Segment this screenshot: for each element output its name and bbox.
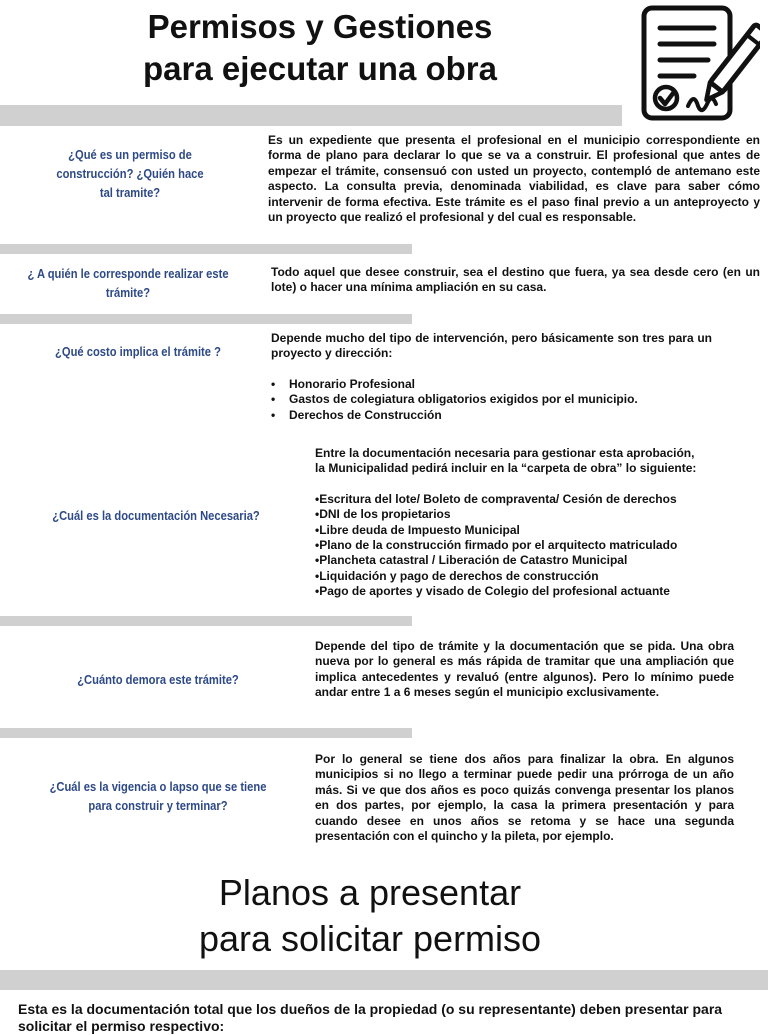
section-title-line1: Planos a presentar — [218, 872, 522, 913]
list-item: •Liquidación y pago de derechos de construcción — [315, 568, 599, 583]
answer-duration: Depende del tipo de trámite y la documentación que se pida. Una obra nueva por lo general es más rápida de tramitar que una ampliación que implica antecedentes y revaluó (entre algunos). Pero lo mínimo puede andar entre 1 a 6 meses según el municipio exclusivamente. — [315, 639, 734, 700]
list-item: •DNI de los propietarios — [315, 507, 451, 522]
section-title-line2: para solicitar permiso — [198, 918, 542, 959]
page-title-line1: Permisos y Gestiones — [147, 8, 493, 45]
answer-cost — [271, 331, 712, 423]
page-title — [100, 6, 540, 90]
divider-band — [0, 314, 412, 324]
question-documentation: ¿Cuál es la documentación Necesaria? — [52, 508, 260, 523]
list-item: • Honorario Profesional — [271, 377, 712, 392]
document-signature-icon — [636, 2, 760, 122]
list-item: •Pago de aportes y visado de Colegio del profesional actuante — [315, 584, 670, 599]
divider-band — [0, 105, 622, 126]
question-permit-definition: ¿Qué es un permiso de construcción? ¿Quién hace tal tramite? — [56, 147, 204, 200]
divider-band — [0, 728, 412, 738]
list-item: •Escritura del lote/ Boleto de compraventa/ Cesión de derechos — [315, 491, 677, 506]
section-title — [80, 870, 660, 962]
list-item: • Gastos de colegiatura obligatorios exigidos por el municipio. — [271, 392, 712, 407]
list-item: •Libre deuda de Impuesto Municipal — [315, 522, 520, 537]
question-validity: ¿Cuál es la vigencia o lapso que se tiene para construir y terminar? — [49, 779, 267, 813]
question-cost: ¿Qué costo implica el trámite ? — [55, 344, 221, 359]
question-who-responsible: ¿ A quién le corresponde realizar este trámite? — [27, 266, 229, 300]
divider-band — [0, 970, 768, 990]
list-item: •Plano de la construcción firmado por el arquitecto matriculado — [315, 538, 678, 553]
divider-band — [0, 616, 412, 626]
cost-list — [271, 377, 712, 423]
page-title-line2: para ejecutar una obra — [143, 50, 497, 87]
divider-band — [0, 244, 412, 254]
documentation-list — [315, 492, 760, 600]
answer-documentation-intro-line1: Entre la documentación necesaria para gestionar esta aprobación, — [315, 446, 695, 460]
answer-validity: Por lo general se tiene dos años para finalizar la obra. En algunos municipios si no llego a terminar puede pedir una prórroga de un año más. Si ve que dos años es poco quizás convenga presentar los planos en dos partes, por ejemplo, la casa la primera presentación y para cuando desee en unos años se retoma y se hace una segunda presentación con el quincho y la pileta, por ejemplo. — [315, 752, 734, 844]
answer-documentation-intro-line2: la Municipalidad pedirá incluir en la “carpeta de obra” lo siguiente: — [315, 461, 697, 476]
answer-cost-text: Depende mucho del tipo de intervención, pero básicamente son tres para un proyecto y dirección: — [271, 331, 712, 361]
question-duration: ¿Cuánto demora este trámite? — [77, 672, 239, 687]
footer-intro-text: Esta es la documentación total que los dueños de la propiedad (o su representante) deben presentar para solicitar el permiso respectivo: — [18, 1001, 723, 1034]
answer-permit-definition: Es un expediente que presenta el profesional en el municipio correspondiente en forma de plano para declarar lo que se va a construir. El profesional que antes de empezar el trámite, consensuó con usted un proyecto, contempló de antemano este aspecto. La consulta previa, denominada viabilidad, es clave para saber cómo intervenir de forma efectiva. Este trámite es el paso final previo a un anteproyecto y un proyecto que realizó el profesional y del cual es responsable. — [268, 133, 760, 225]
answer-documentation — [315, 446, 760, 600]
list-item: •Plancheta catastral / Liberación de Catastro Municipal — [315, 553, 628, 568]
list-item: • Derechos de Construcción — [271, 408, 712, 423]
answer-who-responsible: Todo aquel que desee construir, sea el destino que fuera, ya sea desde cero (en un lote) o hacer una mínima ampliación en su casa. — [271, 265, 760, 295]
